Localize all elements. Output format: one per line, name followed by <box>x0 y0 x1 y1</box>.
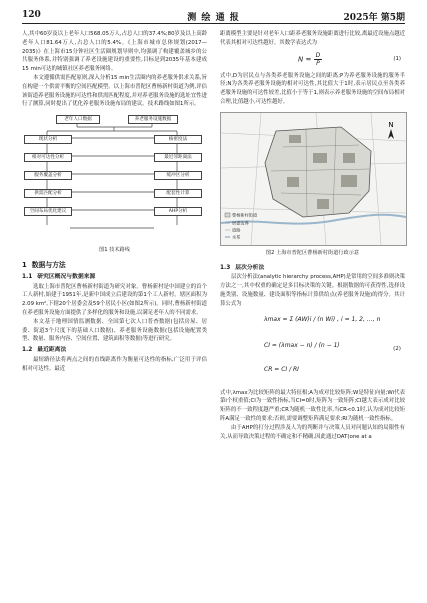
section-heading: 1 数据与方法 <box>22 260 66 269</box>
flow-box-nearest-distance: 最近邻距离法 <box>154 153 202 162</box>
paragraph: 由于AHP的打分过程涉及人为的判断并与决策人员对问题认知的局限性有关,从而导致决策过程的不确定和不精确,因此通过OAT(one at a <box>220 424 405 440</box>
paragraph: 距离模型主要是针对老年人口距养老服务设施距离进行比较,离最近设施点越近代表其相对可达性越好。其数学表达式为 <box>220 31 405 46</box>
paragraph: 选取上海市普陀区曹杨新村街道为研究对象。曹杨新村是中国建立的首个工人新村,始建于1951年,是新中国成立后建设的第1个工人新村。辖区面积为2.09 km²,下辖20个居委会及59个居民小区(如图2所示)。同时,曹杨新村街道在养老服务设施方面提供了多样化的服务和设施,以满足老年人的不同需求。 <box>22 283 207 316</box>
flow-box-ahp-analysis: AHP分析 <box>154 207 202 216</box>
flow-box-elderly-population-data: 老年人口数据 <box>56 115 100 124</box>
equation-number: (1) <box>393 55 401 62</box>
study-area-map <box>220 112 407 246</box>
flow-box-status-analysis: 现状分析 <box>24 135 72 144</box>
flow-box-layout-optimization: 空间布局优化建议 <box>24 207 72 216</box>
equation-number: (2) <box>393 345 401 352</box>
paragraph: 本文基于地理国情监测数据、全国第七次人口普查数据(包括房屋、居委、街道3个尺度下的基础人口数据)、养老服务设施数据(包括设施配置类型、数量、服务内容、空间位置、建筑面积等数据)等进行研究。 <box>22 318 207 343</box>
north-label: N <box>388 120 394 129</box>
legend-item: 曹杨新村街道 <box>232 212 258 218</box>
paragraph: 人,其中60岁及以上老年人口568.05万人,占总人口的37.4%;80岁及以上高龄老年人口81.64万人,占总人口的5.4%。《上海市城市总体规划(2017—2035)》在上海市15分钟社区生活圈规划导则中,均强调了构建覆盖城乡的公共服务体系,并特别强调了养老设施建设的重要性,目标是到2035年基本建成15 min可达的城镇社区养老服务网络。 <box>22 31 207 73</box>
paragraph: 式中,λmax为比较矩阵的最大特征根;A为成对比较矩阵;W是特征向量;Wi代表第i个权重值;CI为一致性指标,当CI=0时,矩阵为一致矩阵;CI越大表示成对比较矩阵的不一致程度越严重;CR为随机一致性比率,当CR<0.1时,认为成对比较矩阵A满足一致性的要求;否则,需要调整矩阵满足要求;RI为随机一致性指标。 <box>220 389 405 422</box>
subsection-heading: 1.3 层次分析法 <box>220 264 265 271</box>
north-arrow-icon <box>388 129 394 139</box>
legend-item: 水系 <box>232 234 241 240</box>
paragraph: 最短路径法将两点之间的直线距离作为衡量可达性的指标,广泛用于评估相对可达性。最近 <box>22 356 207 372</box>
right-column <box>220 30 405 441</box>
legend-item: 居委边界 <box>232 220 249 226</box>
formula-line: CR = CI / RI <box>264 365 299 373</box>
flow-box-facility-data: 养老服务设施数据 <box>128 115 178 124</box>
subsection-heading: 1.1 研究区概况与数据来源 <box>22 273 96 280</box>
figure-1-caption: 图1 技术路线 <box>99 247 130 254</box>
flow-box-supporting-calculation: 配套性计算 <box>154 189 202 198</box>
paragraph: 本文遵循供需匹配原则,深入分析15 min生活圈内的养老服务供求关系,旨在构建一个供需平衡的空间匹配模型。以上海市普陀区曹杨新村街道为例,评估该街道养老服务设施的可达性和供需匹配程度,并对养老服务设施的选址宜性进行了测算,同时提出了优化养老服务设施布局的建议。技术路线如图1所示。 <box>22 74 207 108</box>
legend-item: 道路 <box>232 227 241 233</box>
flow-box-supply-demand-matching: 供需匹配分析 <box>24 189 72 198</box>
formula-2 <box>220 312 405 386</box>
paragraph: 层次分析法(analytic hierarchy process,AHP)是常用的空间多准则决策方法之一,其中权重的确定是多目标决策的关键。根据数据的可获得性,选择设施类别、设施数量、建设面积等指标计算供给点(养老服务设施)的得分。其计算公式为 <box>220 274 406 307</box>
flow-box-kernel-density: 核密度法 <box>154 135 202 144</box>
subsection-heading: 1.2 最近距离法 <box>22 347 67 354</box>
figure-2-caption: 图2 上海市普陀区曹杨新村街道行政示意 <box>265 249 360 256</box>
header-rule <box>22 23 405 24</box>
technical-route-flowchart <box>22 113 207 243</box>
map-graphic <box>221 113 406 245</box>
flow-box-buffer-analysis: 缓冲区分析 <box>154 171 202 180</box>
page-number: 120 <box>22 10 41 20</box>
paragraph: 式中,D为居民点与各类养老服务设施之间的距离;P为养老服务设施的服务半径;N为各类养老服务设施的相对可达性,其比值大于1时,表示居民点至各类养老服务设施的可达性较差,比值小于等于1,则表示养老服务设施的空间布局相对合理,比值越小,可达性越好。 <box>220 72 405 105</box>
left-column <box>22 30 207 374</box>
formula-line: CI = (λmax − n) / (n − 1) <box>264 341 340 349</box>
flow-box-accessibility-analysis: 相对可达性分析 <box>24 153 72 162</box>
formula-1: N = $\frac{D}{P}$ (1) <box>298 51 401 67</box>
issue-label: 2025年 第5期 <box>343 13 405 23</box>
journal-title: 测 绘 通 报 <box>187 13 240 23</box>
flow-box-coverage-analysis: 服务覆盖分析 <box>24 171 72 180</box>
formula-line: λmax = Σ (AW)i / (n Wi) , i = 1, 2, …, n <box>264 315 381 323</box>
